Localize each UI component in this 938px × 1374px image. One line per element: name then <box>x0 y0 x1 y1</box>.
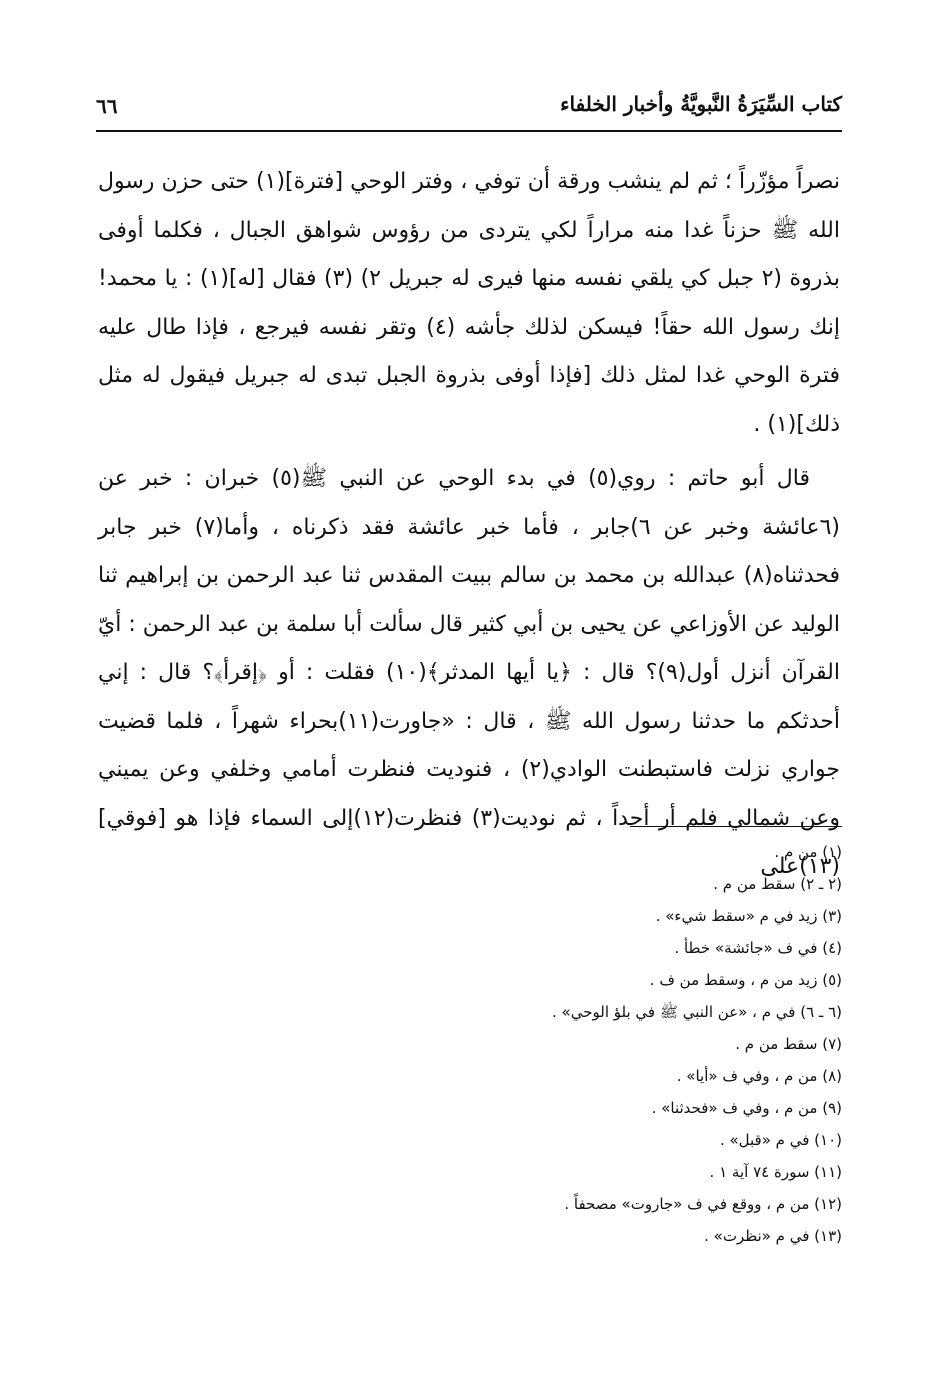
footnote: (١١) سورة ٧٤ آية ١ . <box>709 1163 842 1181</box>
footnote-separator <box>630 826 842 827</box>
running-header <box>96 84 842 132</box>
footnote: (٣) زيد في م «سقط شيء» . <box>655 907 842 925</box>
footnote: (٦ ـ ٦) في م ، «عن النبي ﷺ في بلؤ الوحي» . <box>552 1003 842 1021</box>
book-title: كتاب السِّيَرَةُ النَّبويَّةُ وأخبار الخلفاء <box>560 92 842 116</box>
footnote: (٤) في ف «جائشة» خطأ . <box>674 939 842 957</box>
footnote: (٧) سقط من م . <box>735 1035 842 1053</box>
footnote: (١٠) في م «قبل» . <box>719 1131 842 1149</box>
footnote: (٩) من م ، وفي ف «فحدثنا» . <box>651 1099 842 1117</box>
footnote: (١) من م . <box>774 843 842 861</box>
footnote: (٨) من م ، وفي ف «أيا» . <box>676 1067 842 1085</box>
paragraph-2: قال أبو حاتم : روي(٥) في بدء الوحي عن النبي ﷺ(٥) خبران : خبر عن (٦عائشة وخبر عن ٦)جابر ، فأما خبر عائشة فقد ذكرناه ، وأما(٧) خبر جابر فحدثناه(٨) عبدالله بن محمد بن سالم ببيت المقدس ثنا عبد الرحمن بن إبراهيم ثنا الوليد عن الأوزاعي عن يحيى بن أبي كثير قال سألت أبا سلمة بن عبد الرحمن : أيّ القرآن أنزل أول(٩)؟ قال : ﴿يا أيها المدثر﴾(١٠) فقلت : أو ﴿إقرأ﴾؟ قال : إني أحدثكم ما حدثنا رسول الله ﷺ ، قال : «جاورت(١١)بحراء شهراً ، فلما قضيت جواري نزلت فاستبطنت الوادي(٢) ، فنوديت فنظرت أمامي وخلفي وعن يميني وعن شمالي فلم أر أحداً ، ثم نوديت(٣) فنظرت(١٢)إلى السماء فإذا هو [فوقي](١٣)على <box>98 466 840 879</box>
footnotes-list <box>96 836 842 1252</box>
main-text <box>98 158 840 892</box>
footnote: (١٣) في م «نظرت» . <box>704 1227 842 1245</box>
paragraph-1: نصراً مؤزّراً ؛ ثم لم ينشب ورقة أن توفي ، وفتر الوحي [فترة](١) حتى حزن رسول الله ﷺ حزناً غدا منه مراراً لكي يتردى من رؤوس شواهق الجبال ، فكلما أوفى بذروة (٢ جبل كي يلقي نفسه منها فيرى له جبريل ٢) (٣) فقال [له](١) : يا محمد! إنك رسول الله حقاً! فيسكن لذلك جأشه (٤) وتقر نفسه فيرجع ، فإذا طال عليه فترة الوحي غدا لمثل ذلك [فإذا أوفى بذروة الجبل تبدى له جبريل فيقول له مثل ذلك](١) . <box>98 169 840 437</box>
footnote: (٥) زيد من م ، وسقط من ف . <box>649 971 842 989</box>
footnote: (١٢) من م ، ووقع في ف «جاروت» مصحفاً . <box>564 1195 842 1213</box>
page-number: ٦٦ <box>96 94 118 118</box>
footnote: (٢ ـ ٢) سقط من م . <box>713 875 842 893</box>
